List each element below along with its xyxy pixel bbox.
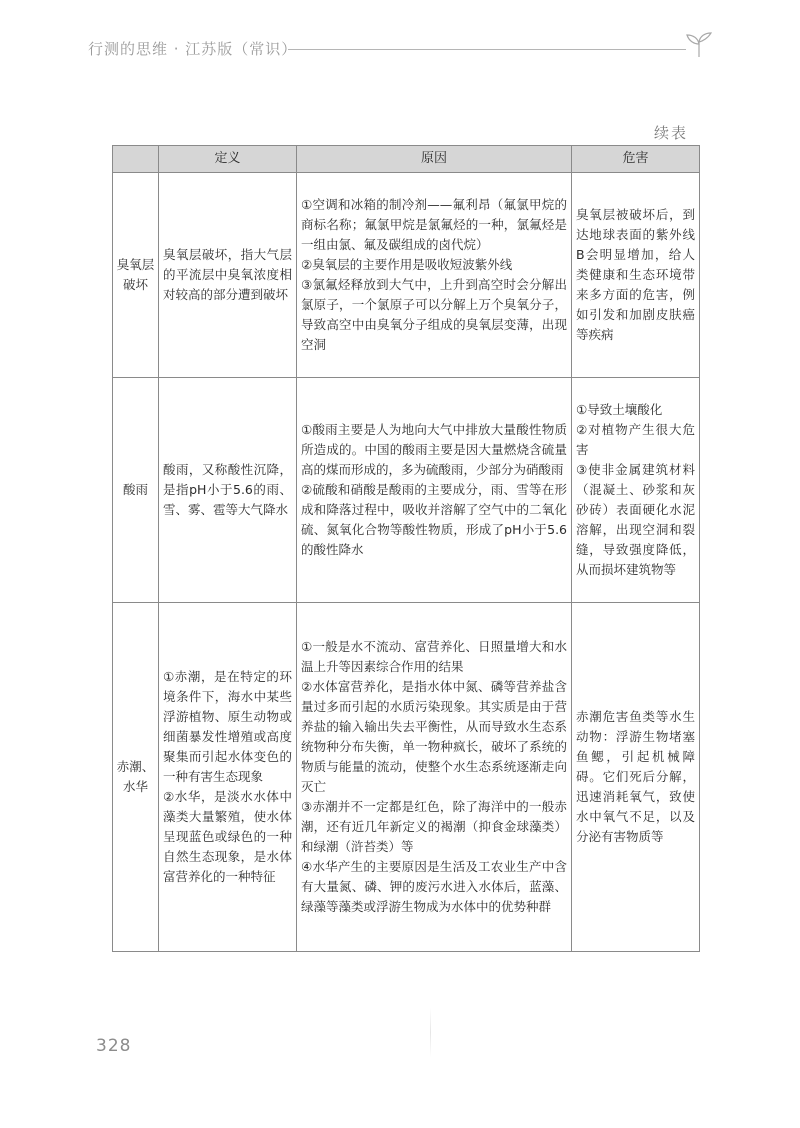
table-header-row (113, 146, 700, 173)
cause-cell: ①酸雨主要是人为地向大气中排放大量酸性物质所造成的。中国的酸雨主要是因大量燃烧含硫量高的煤而形成的，多为硫酸雨，少部分为硝酸雨 ②硫酸和硝酸是酸雨的主要成分，雨、雪等在形成和降落过程中，吸收并溶解了空气中的二氧化硫、氮氧化合物等酸性物质，形成了pH小于5.6的酸性降水 (297, 378, 572, 603)
cause-cell: ①一般是水不流动、富营养化、日照量增大和水温上升等因素综合作用的结果 ②水体富营养化，是指水体中氮、磷等营养盐含量过多而引起的水质污染现象。其实质是由于营养盐的输入输出失去平衡性，从而导致水生态系统物种分布失衡，单一物种疯长，破坏了系统的物质与能量的流动，使整个水生态系统逐渐走向灭亡 ③赤潮并不一定都是红色，除了海洋中的一般赤潮，还有近几年新定义的褐潮（抑食金球藻类）和绿潮（浒苔类）等 ④水华产生的主要原因是生活及工农业生产中含有大量氮、磷、钾的废污水进入水体后，蓝藻、绿藻等藻类或浮游生物成为水体中的优势种群 (297, 603, 572, 952)
table-row (113, 603, 700, 952)
header-cause: 原因 (297, 146, 572, 173)
row-label: 酸雨 (113, 378, 159, 603)
running-title: 行测的思维 · 江苏版（常识） (88, 40, 298, 58)
table-row (113, 173, 700, 378)
header-definition: 定义 (159, 146, 297, 173)
definition-cell: 酸雨，又称酸性沉降，是指pH小于5.6的雨、雪、雾、雹等大气降水 (159, 378, 297, 603)
continued-table-label: 续表 (653, 124, 688, 142)
cause-cell: ①空调和冰箱的制冷剂——氟利昂（氟氯甲烷的商标名称；氟氯甲烷是氯氟烃的一种，氯氟烃是一组由氯、氟及碳组成的卤代烷） ②臭氧层的主要作用是吸收短波紫外线 ③氯氟烃释放到大气中，上升到高空时会分解出氯原子，一个氯原子可以分解上万个臭氧分子，导致高空中由臭氧分子组成的臭氧层变薄，出现空洞 (297, 173, 572, 378)
row-label: 臭氧层破坏 (113, 173, 159, 378)
page-number: 328 (96, 1036, 132, 1056)
harm-cell: ①导致土壤酸化 ②对植物产生很大危害 ③使非金属建筑材料（混凝土、砂浆和灰砂砖）表面硬化水泥溶解，出现空洞和裂缝，导致强度降低，从而损坏建筑物等 (572, 378, 700, 603)
page-fold (430, 1008, 431, 1058)
harm-cell: 臭氧层被破坏后，到达地球表面的紫外线B会明显增加，给人类健康和生态环境带来多方面的危害，例如引发和加剧皮肤癌等疾病 (572, 173, 700, 378)
header-rule (288, 49, 686, 50)
sprout-icon (684, 32, 714, 58)
table-row (113, 378, 700, 603)
header-harm: 危害 (572, 146, 700, 173)
page-header (88, 30, 728, 70)
definition-cell: ①赤潮，是在特定的环境条件下，海水中某些浮游植物、原生动物或细菌暴发性增殖或高度聚集而引起水体变色的一种有害生态现象 ②水华，是淡水水体中藻类大量繁殖，使水体呈现蓝色或绿色的一种自然生态现象，是水体富营养化的一种特征 (159, 603, 297, 952)
definition-cell: 臭氧层破坏，指大气层的平流层中臭氧浓度相对较高的部分遭到破坏 (159, 173, 297, 378)
header-corner (113, 146, 159, 173)
harm-cell: 赤潮危害鱼类等水生动物：浮游生物堵塞鱼鳃，引起机械障碍。它们死后分解，迅速消耗氧气，致使水中氧气不足，以及分泌有害物质等 (572, 603, 700, 952)
row-label: 赤潮、水华 (113, 603, 159, 952)
pollution-table (112, 145, 700, 952)
